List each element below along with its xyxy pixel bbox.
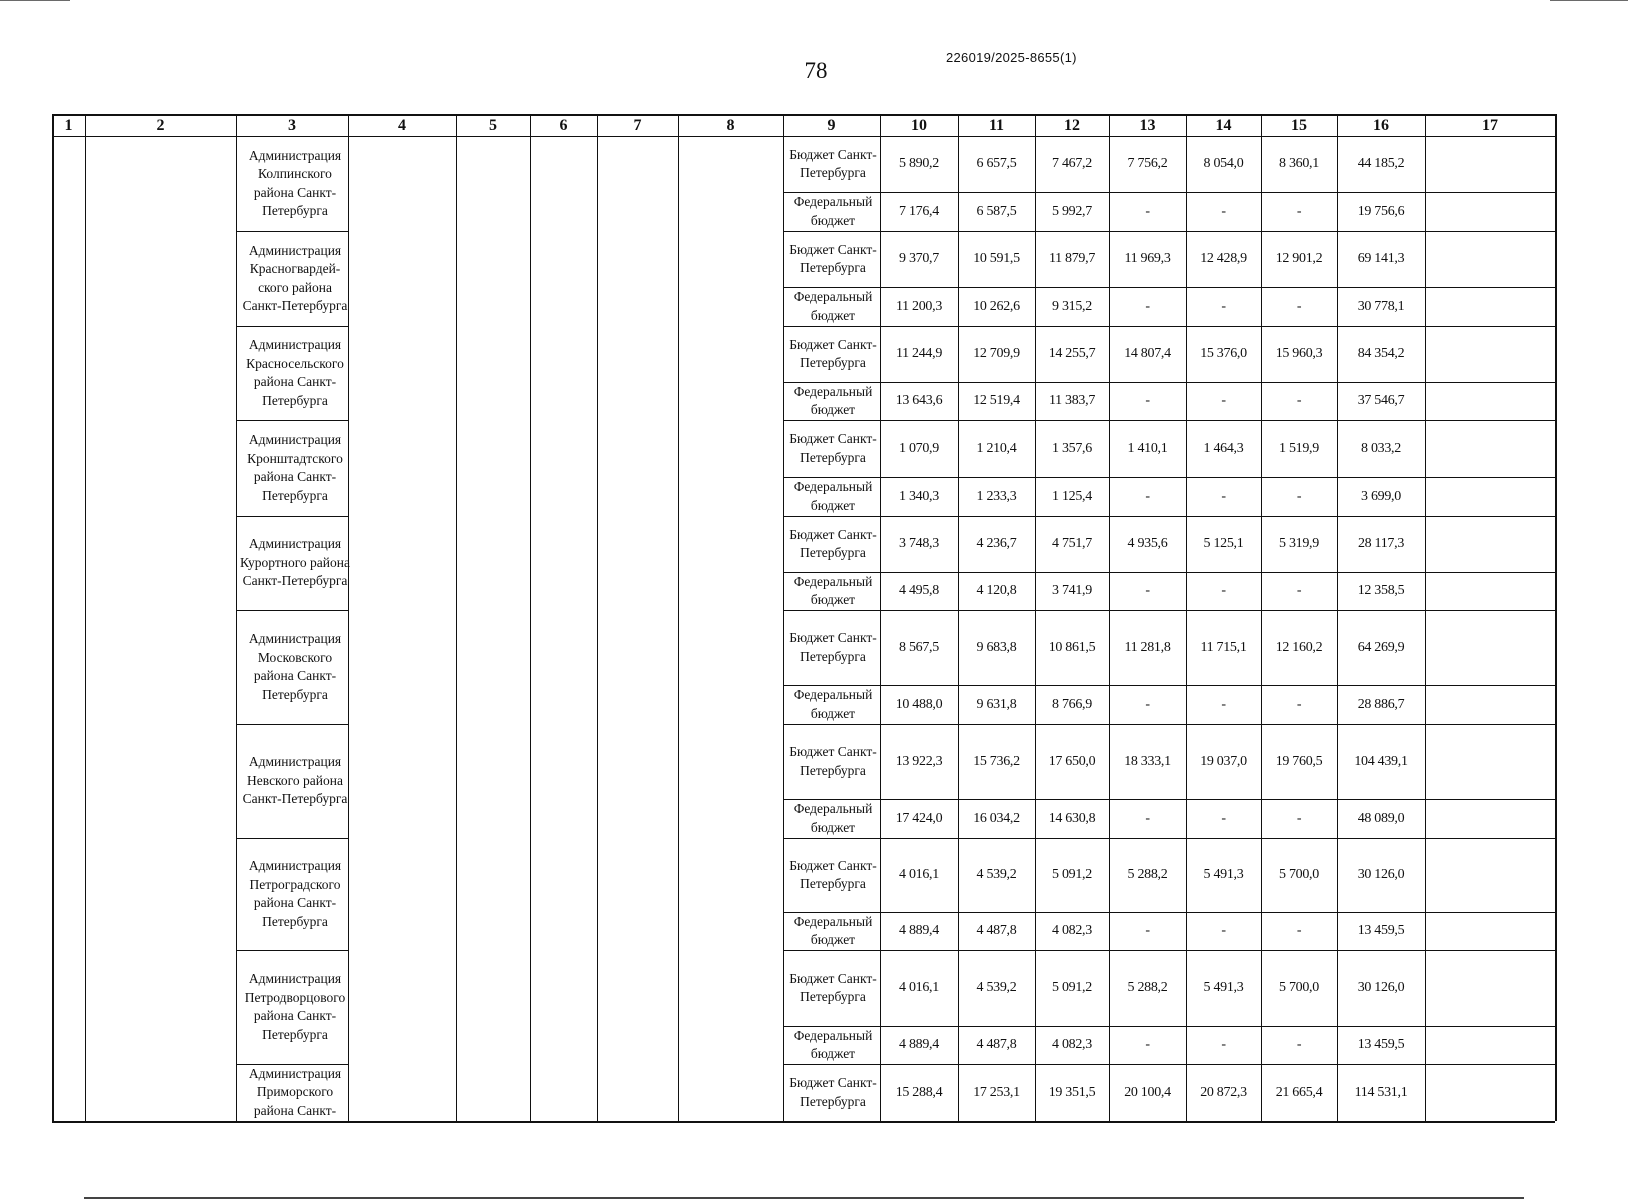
year-value-cell: - — [1296, 393, 1302, 408]
year-value-cell: 1 210,4 — [976, 440, 1017, 456]
year-value-cell: 20 872,3 — [1200, 1084, 1247, 1100]
year-value-cell: 13 922,3 — [895, 753, 943, 769]
total-value-cell: 44 185,2 — [1357, 156, 1405, 171]
year-value-cell: 4 487,8 — [976, 923, 1017, 938]
year-value-cell: 1 410,1 — [1127, 440, 1168, 456]
year-value-cell: 4 935,6 — [1127, 536, 1168, 551]
organization-name: Администрация Красногвардей-ского района Санкт-Петербурга — [242, 242, 348, 313]
year-value-cell: 10 262,6 — [973, 298, 1020, 314]
year-value-cell: 10 861,5 — [1048, 639, 1096, 655]
column-header-3: 3 — [288, 117, 296, 134]
year-value-cell: - — [1145, 393, 1150, 408]
year-value-cell: 15 736,2 — [973, 753, 1020, 769]
year-value-cell: 4 539,2 — [976, 867, 1017, 882]
year-value-cell: 5 491,3 — [1203, 867, 1244, 882]
column-header-9: 9 — [827, 117, 836, 134]
column-header-4: 4 — [398, 117, 406, 134]
year-value-cell: 1 070,9 — [899, 440, 939, 456]
year-value-cell: 14 630,8 — [1048, 810, 1096, 826]
year-value-cell: 1 519,9 — [1279, 440, 1319, 456]
funding-source: Бюджет Санкт-Петербурга — [789, 744, 877, 778]
total-value-cell: 28 117,3 — [1357, 536, 1405, 551]
table-column-line — [678, 114, 679, 1121]
organization-name: Администрация Петродворцового района Санкт-Петербурга — [244, 971, 346, 1042]
column-header-5: 5 — [489, 117, 497, 134]
total-value-cell: 30 126,0 — [1357, 980, 1405, 995]
year-value-cell: - — [1145, 810, 1150, 826]
total-value-cell: 19 756,6 — [1357, 203, 1405, 219]
year-value-cell: 12 160,2 — [1275, 639, 1323, 655]
year-value-cell: 4 751,7 — [1052, 536, 1092, 551]
year-value-cell: - — [1145, 203, 1150, 219]
year-value-cell: - — [1296, 583, 1302, 598]
organization-name: Администрация Кронштадтского района Санкт-Петербурга — [247, 432, 343, 503]
year-value-cell: - — [1221, 488, 1226, 504]
funding-source: Федеральный бюджет — [793, 913, 873, 947]
total-value-cell: 37 546,7 — [1357, 393, 1405, 408]
year-value-cell: - — [1296, 1037, 1302, 1052]
funding-source: Федеральный бюджет — [793, 289, 873, 323]
organization-name: Администрация Курортного района Санкт-Петербурга — [240, 536, 350, 589]
year-value-cell: 9 631,8 — [976, 696, 1017, 712]
total-value-cell: 8 033,2 — [1361, 440, 1401, 456]
year-value-cell: 11 879,7 — [1048, 251, 1096, 266]
year-value-cell: 10 591,5 — [973, 251, 1020, 266]
year-value-cell: - — [1296, 696, 1302, 712]
year-value-cell: 9 683,8 — [976, 639, 1017, 655]
year-value-cell: - — [1221, 923, 1226, 938]
year-value-cell: - — [1145, 583, 1150, 598]
year-value-cell: 11 715,1 — [1200, 639, 1247, 655]
year-value-cell: 4 082,3 — [1052, 923, 1092, 938]
year-value-cell: - — [1145, 298, 1150, 314]
table-column-line — [456, 114, 457, 1121]
table-column-line — [85, 114, 86, 1121]
table-column-line — [597, 114, 598, 1121]
column-header-11: 11 — [988, 117, 1005, 134]
year-value-cell: 5 091,2 — [1052, 980, 1092, 995]
year-value-cell: 5 288,2 — [1127, 980, 1168, 995]
funding-source: Бюджет Санкт-Петербурга — [789, 857, 877, 891]
year-value-cell: - — [1221, 1037, 1226, 1052]
year-value-cell: 4 495,8 — [899, 583, 939, 598]
year-value-cell: 16 034,2 — [973, 810, 1020, 826]
funding-source: Федеральный бюджет — [793, 687, 873, 721]
total-value-cell: 69 141,3 — [1357, 251, 1405, 266]
total-value-cell: 12 358,5 — [1357, 583, 1405, 598]
year-value-cell: 18 333,1 — [1124, 753, 1171, 769]
registration-number: 226019/2025-8655(1) — [946, 50, 1077, 65]
total-value-cell: 30 778,1 — [1357, 298, 1405, 314]
year-value-cell: 5 491,3 — [1203, 980, 1244, 995]
year-value-cell: 15 288,4 — [895, 1084, 943, 1100]
total-value-cell: 28 886,7 — [1357, 696, 1405, 712]
organization-name: Администрация Московского района Санкт-Петербурга — [248, 631, 342, 702]
table-column-line — [236, 114, 237, 1121]
year-value-cell: 19 037,0 — [1200, 753, 1247, 769]
year-value-cell: 5 125,1 — [1203, 536, 1244, 551]
year-value-cell: 19 351,5 — [1048, 1084, 1096, 1100]
year-value-cell: - — [1221, 810, 1226, 826]
page-number: 78 — [804, 58, 828, 83]
year-value-cell: 12 901,2 — [1275, 251, 1323, 266]
year-value-cell: 11 383,7 — [1048, 393, 1096, 408]
funding-source: Бюджет Санкт-Петербурга — [789, 526, 877, 560]
year-value-cell: 5 890,2 — [899, 156, 939, 171]
year-value-cell: 3 741,9 — [1052, 583, 1092, 598]
year-value-cell: 8 360,1 — [1279, 156, 1319, 171]
year-value-cell: 17 253,1 — [973, 1084, 1020, 1100]
year-value-cell: 9 370,7 — [899, 251, 939, 266]
total-value-cell: 114 531,1 — [1354, 1084, 1408, 1100]
table-bottom-border — [52, 1121, 1555, 1123]
year-value-cell: 4 487,8 — [976, 1037, 1017, 1052]
year-value-cell: 4 236,7 — [976, 536, 1017, 551]
funding-source: Федеральный бюджет — [793, 1027, 873, 1061]
total-value-cell: 13 459,5 — [1357, 1037, 1405, 1052]
organization-name: Администрация Приморского района Санкт- — [248, 1065, 342, 1118]
year-value-cell: 1 233,3 — [976, 488, 1017, 504]
funding-source: Бюджет Санкт-Петербурга — [789, 1075, 877, 1109]
year-value-cell: 13 643,6 — [895, 393, 943, 408]
year-value-cell: 11 969,3 — [1124, 251, 1171, 266]
total-value-cell: 30 126,0 — [1357, 867, 1405, 882]
year-value-cell: 20 100,4 — [1124, 1084, 1171, 1100]
column-header-1: 1 — [64, 117, 73, 134]
year-value-cell: 9 315,2 — [1052, 298, 1092, 314]
funding-source: Бюджет Санкт-Петербурга — [789, 336, 877, 370]
year-value-cell: 14 255,7 — [1048, 346, 1096, 361]
funding-source: Бюджет Санкт-Петербурга — [789, 970, 877, 1004]
total-value-cell: 48 089,0 — [1357, 810, 1405, 826]
year-value-cell: 6 657,5 — [976, 156, 1017, 171]
year-value-cell: 17 424,0 — [895, 810, 943, 826]
column-header-14: 14 — [1215, 117, 1232, 134]
year-value-cell: 14 807,4 — [1124, 346, 1171, 361]
year-value-cell: 8 567,5 — [899, 639, 939, 655]
funding-source: Федеральный бюджет — [793, 801, 873, 835]
year-value-cell: - — [1296, 810, 1302, 826]
year-value-cell: 6 587,5 — [976, 203, 1017, 219]
year-value-cell: 12 519,4 — [973, 393, 1020, 408]
column-header-16: 16 — [1373, 117, 1389, 134]
funding-source: Бюджет Санкт-Петербурга — [789, 630, 877, 664]
table-column-line — [52, 114, 54, 1121]
column-header-17: 17 — [1482, 117, 1498, 134]
year-value-cell: 17 650,0 — [1048, 753, 1096, 769]
organization-name: Администрация Колпинского района Санкт-Петербурга — [248, 147, 342, 218]
year-value-cell: - — [1296, 923, 1302, 938]
year-value-cell: 3 748,3 — [899, 536, 939, 551]
funding-source: Бюджет Санкт-Петербурга — [789, 431, 877, 465]
funding-source: Федеральный бюджет — [793, 194, 873, 228]
table-column-line — [783, 114, 784, 1121]
year-value-cell: - — [1296, 298, 1302, 314]
column-header-8: 8 — [726, 117, 735, 134]
column-header-7: 7 — [633, 117, 642, 134]
year-value-cell: 7 467,2 — [1052, 156, 1092, 171]
year-value-cell: 5 992,7 — [1052, 203, 1092, 219]
year-value-cell: 8 766,9 — [1052, 696, 1092, 712]
year-value-cell: - — [1221, 203, 1226, 219]
year-value-cell: - — [1221, 583, 1226, 598]
year-value-cell: - — [1145, 488, 1150, 504]
column-header-12: 12 — [1064, 117, 1080, 134]
funding-source: Федеральный бюджет — [793, 383, 873, 417]
year-value-cell: 4 120,8 — [976, 583, 1017, 598]
column-header-13: 13 — [1139, 117, 1156, 134]
total-value-cell: 3 699,0 — [1361, 488, 1401, 504]
year-value-cell: 15 376,0 — [1200, 346, 1247, 361]
table-column-line — [1555, 114, 1557, 1121]
total-value-cell: 104 439,1 — [1354, 753, 1408, 769]
column-header-2: 2 — [156, 117, 165, 134]
year-value-cell: 8 054,0 — [1203, 156, 1244, 171]
year-value-cell: 11 200,3 — [895, 298, 943, 314]
year-value-cell: 4 889,4 — [899, 923, 939, 938]
year-value-cell: - — [1296, 203, 1302, 219]
year-value-cell: 5 288,2 — [1127, 867, 1168, 882]
year-value-cell: 5 091,2 — [1052, 867, 1092, 882]
column-header-15: 15 — [1291, 117, 1307, 134]
year-value-cell: 7 756,2 — [1127, 156, 1168, 171]
year-value-cell: - — [1221, 298, 1226, 314]
year-value-cell: 4 539,2 — [976, 980, 1017, 995]
year-value-cell: 4 016,1 — [899, 867, 939, 882]
year-value-cell: 5 700,0 — [1279, 867, 1319, 882]
year-value-cell: - — [1145, 923, 1150, 938]
year-value-cell: - — [1145, 1037, 1150, 1052]
year-value-cell: 1 340,3 — [899, 488, 939, 504]
funding-source: Бюджет Санкт-Петербурга — [789, 146, 877, 180]
table-column-line — [530, 114, 531, 1121]
funding-source: Федеральный бюджет — [793, 573, 873, 607]
year-value-cell: - — [1221, 696, 1226, 712]
column-header-6: 6 — [559, 117, 568, 134]
table-column-line — [1425, 114, 1426, 1121]
year-value-cell: 12 428,9 — [1200, 251, 1247, 266]
year-value-cell: 1 125,4 — [1052, 488, 1092, 504]
funding-source: Бюджет Санкт-Петербурга — [789, 241, 877, 275]
funding-source: Федеральный бюджет — [793, 479, 873, 513]
year-value-cell: 7 176,4 — [899, 203, 939, 219]
year-value-cell: 1 357,6 — [1052, 440, 1092, 456]
year-value-cell: 4 016,1 — [899, 980, 939, 995]
total-value-cell: 84 354,2 — [1357, 346, 1405, 361]
year-value-cell: 19 760,5 — [1275, 753, 1323, 769]
year-value-cell: - — [1145, 696, 1150, 712]
year-value-cell: 21 665,4 — [1275, 1084, 1323, 1100]
year-value-cell: 4 889,4 — [899, 1037, 939, 1052]
year-value-cell: 1 464,3 — [1203, 440, 1244, 456]
year-value-cell: 4 082,3 — [1052, 1037, 1092, 1052]
year-value-cell: 11 244,9 — [895, 346, 943, 361]
year-value-cell: - — [1296, 488, 1302, 504]
total-value-cell: 13 459,5 — [1357, 923, 1405, 938]
column-header-10: 10 — [911, 117, 927, 134]
year-value-cell: 12 709,9 — [973, 346, 1020, 361]
year-value-cell: 15 960,3 — [1275, 346, 1323, 361]
year-value-cell: 5 319,9 — [1279, 536, 1319, 551]
organization-name: Администрация Невского района Санкт-Петербурга — [242, 754, 348, 807]
organization-name: Администрация Петроградского района Санкт-Петербурга — [248, 858, 342, 929]
year-value-cell: 5 700,0 — [1279, 980, 1319, 995]
year-value-cell: - — [1221, 393, 1226, 408]
organization-name: Администрация Красносельского района Санкт-Петербурга — [246, 337, 344, 408]
total-value-cell: 64 269,9 — [1357, 639, 1405, 655]
year-value-cell: 10 488,0 — [895, 696, 943, 712]
year-value-cell: 11 281,8 — [1124, 639, 1171, 655]
